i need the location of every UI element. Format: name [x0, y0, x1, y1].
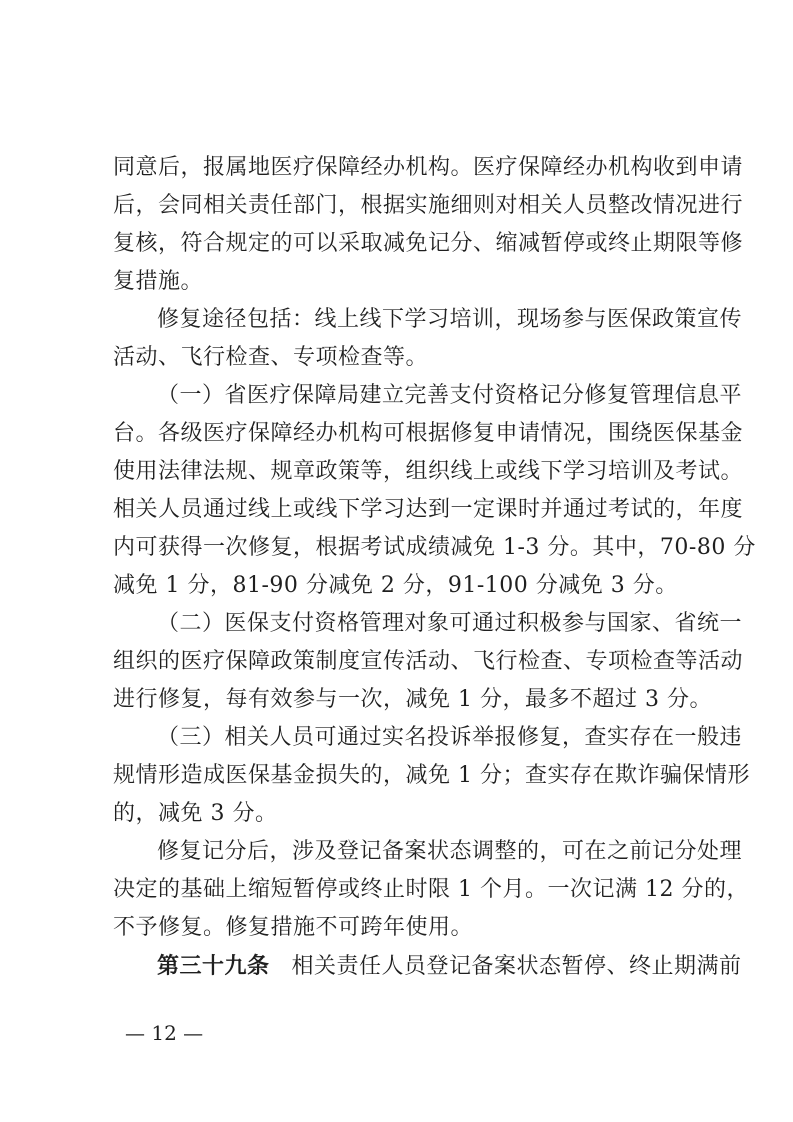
paragraph-line: 相关人员通过线上或线下学习达到一定课时并通过考试的，年度	[113, 497, 744, 522]
page-number: — 12 —	[125, 1021, 204, 1045]
article-text: 相关责任人员登记备案状态暂停、终止期满前	[291, 954, 742, 979]
paragraph-line: 的，减免 3 分。	[113, 801, 278, 826]
paragraph-line: 台。各级医疗保障经办机构可根据修复申请情况，围绕医保基金	[113, 421, 744, 446]
paragraph-line: 决定的基础上缩短暂停或终止时限 1 个月。一次记满 12 分的，	[113, 877, 749, 902]
article-line	[157, 951, 742, 981]
paragraph-line: （一）省医疗保障局建立完善支付资格记分修复管理信息平	[157, 383, 743, 408]
paragraph-line: 修复途径包括：线上线下学习培训，现场参与医保政策宣传	[157, 307, 743, 332]
paragraph-line: 复核，符合规定的可以采取减免记分、缩减暂停或终止期限等修	[113, 231, 744, 256]
paragraph-line: 同意后，报属地医疗保障经办机构。医疗保障经办机构收到申请	[113, 155, 744, 180]
paragraph-line: 组织的医疗保障政策制度宣传活动、飞行检查、专项检查等活动	[113, 649, 744, 674]
paragraph-line: 使用法律法规、规章政策等，组织线上或线下学习培训及考试。	[113, 459, 744, 484]
paragraph-line: 内可获得一次修复，根据考试成绩减免 1-3 分。其中，70-80 分	[113, 535, 756, 560]
paragraph-line: （二）医保支付资格管理对象可通过积极参与国家、省统一	[157, 611, 743, 636]
paragraph-line: 修复记分后，涉及登记备案状态调整的，可在之前记分处理	[157, 839, 743, 864]
article-heading: 第三十九条	[157, 953, 270, 979]
paragraph-line: 后，会同相关责任部门，根据实施细则对相关人员整改情况进行	[113, 193, 744, 218]
paragraph-line: 不予修复。修复措施不可跨年使用。	[113, 915, 474, 940]
paragraph-line: 进行修复，每有效参与一次，减免 1 分，最多不超过 3 分。	[113, 687, 712, 712]
paragraph-line: 规情形造成医保基金损失的，减免 1 分；查实存在欺诈骗保情形	[113, 763, 750, 788]
paragraph-line: 减免 1 分，81-90 分减免 2 分，91-100 分减免 3 分。	[113, 573, 678, 598]
paragraph-line: （三）相关人员可通过实名投诉举报修复，查实存在一般违	[157, 725, 743, 750]
paragraph-line: 活动、飞行检查、专项检查等。	[113, 345, 429, 370]
paragraph-line: 复措施。	[113, 269, 204, 294]
